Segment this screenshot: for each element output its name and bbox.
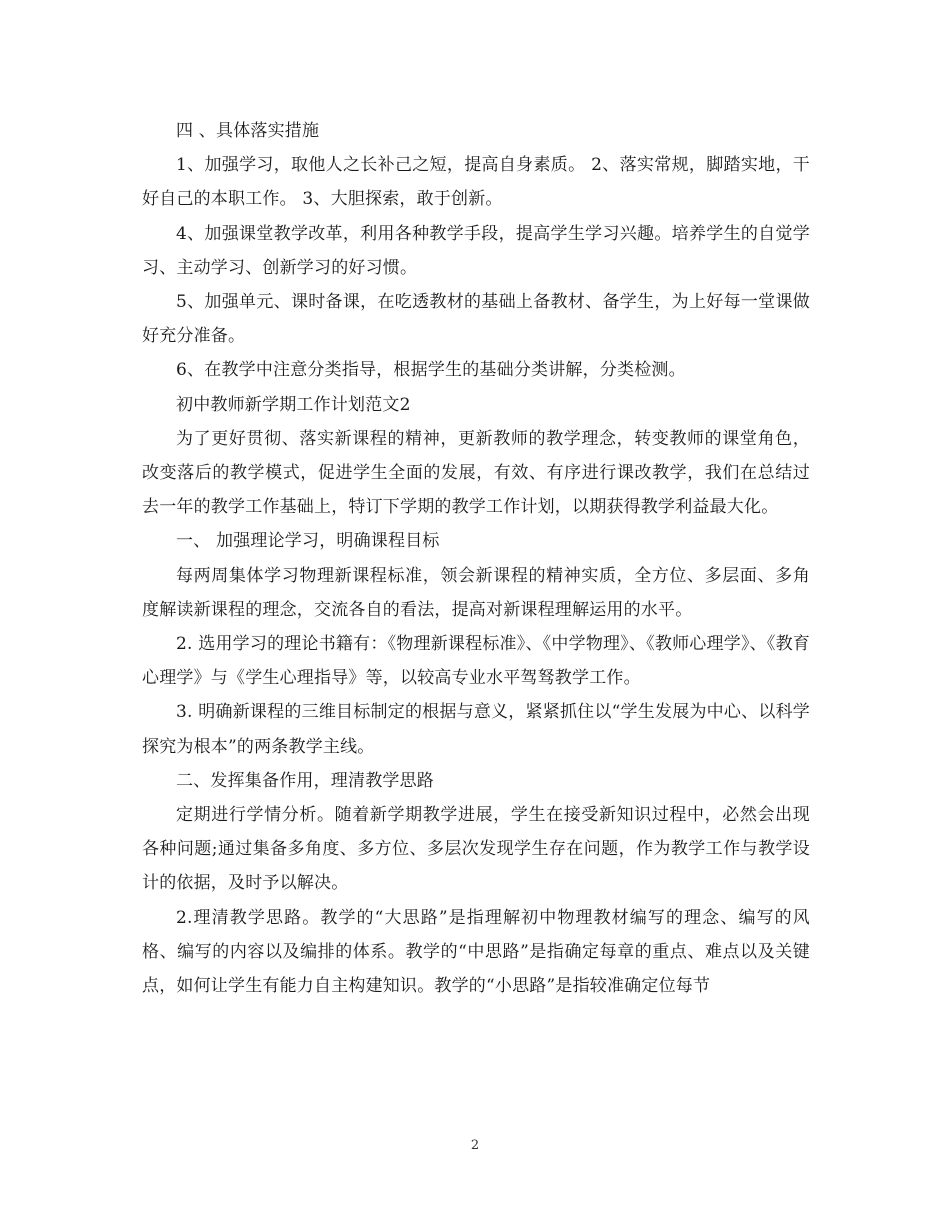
section-heading-measures: 四 、具体落实措施: [176, 121, 320, 141]
paragraph-item-5: 5、加强单元、课时备课，在吃透教材的基础上备教材、备学生，为上好每一堂课做好充分准备。: [142, 292, 810, 347]
document-body: [142, 114, 810, 1003]
paragraph-collective-2: 2.理清教学思路。教学的“大思路”是指理解初中物理教材编写的理念、编写的风格、编写的内容以及编排的体系。教学的“中思路”是指确定每章的重点、难点以及关键点，如何让学生有能力自主构建知识。教学的“小思路”是指较准确定位每节: [142, 907, 810, 997]
paragraph-collective-1: 定期进行学情分析。随着新学期教学进展，学生在接受新知识过程中，必然会出现各种问题;通过集备多角度、多方位、多层次发现学生存在问题，作为教学工作与教学设计的依据，及时予以解决。: [142, 805, 810, 894]
paragraph-item-6: 6、在教学中注意分类指导，根据学生的基础分类讲解，分类检测。: [176, 360, 686, 381]
section-heading-collective: 二、发挥集备作用，理清教学思路: [176, 770, 434, 791]
paragraph-item-1-3: 1、加强学习，取他人之长补己之短，提高自身素质。 2、落实常规，脚踏实地，干好自己的本职工作。 3、大胆探索，敢于创新。: [142, 155, 810, 210]
page-number: 2: [470, 1138, 480, 1153]
document-title-2: 初中教师新学期工作计划范文2: [176, 394, 411, 415]
paragraph-theory-1: 每两周集体学习物理新课程标准，领会新课程的精神实质，全方位、多层面、多角度解读新课程的理念，交流各自的看法，提高对新课程理解运用的水平。: [142, 565, 810, 620]
paragraph-intro: 为了更好贯彻、落实新课程的精神，更新教师的教学理念，转变教师的课堂角色，改变落后的教学模式，促进学生全面的发展，有效、有序进行课改教学，我们在总结过去一年的教学工作基础上，特订下学期的教学工作计划，以期获得教学利益最大化。: [142, 428, 810, 518]
paragraph-theory-2: 2. 选用学习的理论书籍有：《物理新课程标准》、《中学物理》、《教师心理学》、《教育心理学》与《学生心理指导》等，以较高专业水平驾驽教学工作。: [142, 634, 810, 689]
paragraph-item-4: 4、加强课堂教学改革，利用各种教学手段，提高学生学习兴趣。培养学生的自觉学习、主动学习、创新学习的好习惯。: [142, 223, 810, 278]
section-heading-theory: 一、 加强理论学习，明确课程目标: [176, 531, 440, 552]
paragraph-theory-3: 3. 明确新课程的三维目标制定的根据与意义，紧紧抓住以“学生发展为中心、以科学探究为根本”的两条教学主线。: [142, 702, 810, 757]
